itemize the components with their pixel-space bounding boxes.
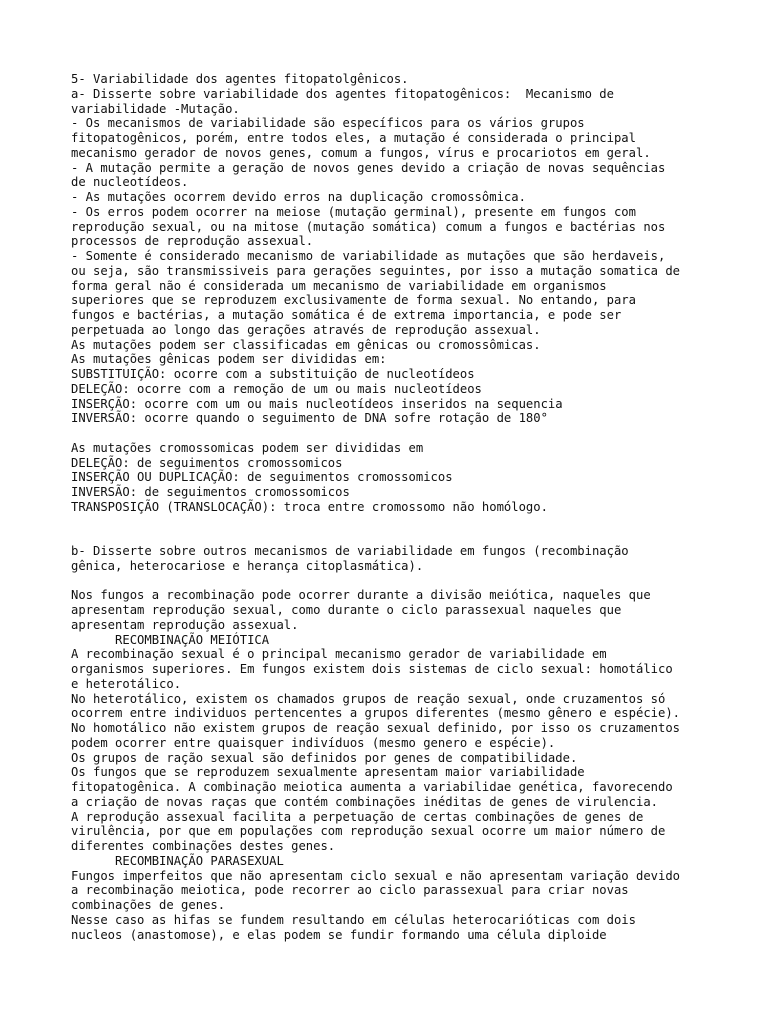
text-line: b- Disserte sobre outros mecanismos de variabilidade em fungos (recombinação	[71, 544, 629, 558]
text-line: Nos fungos a recombinação pode ocorrer durante a divisão meiótica, naqueles que	[71, 588, 651, 603]
text-line	[71, 515, 711, 530]
text-line: gênica, heterocariose e herança citoplasmática).	[71, 558, 424, 573]
text-line: TRANSPOSIÇÃO (TRANSLOCAÇÃO): troca entre cromossomo não homólogo.	[71, 499, 548, 514]
text-line: fitopatogênica. A combinação meiotica aumenta a variabilidae genética, favorecendo	[71, 780, 673, 794]
text-line: organismos superiores. Em fungos existem dois sistemas de ciclo sexual: homotálico	[71, 662, 673, 676]
text-line: DELEÇÃO: ocorre com a remoção de um ou mais nucleotídeos	[71, 381, 482, 396]
text-line: a- Disserte sobre variabilidade dos agentes fitopatogênicos: Mecanismo de	[71, 86, 614, 101]
text-line: As mutações gênicas podem ser divididas em:	[71, 352, 387, 367]
text-line: apresentam reprodução sexual, como durante o ciclo parassexual naqueles que	[71, 603, 622, 617]
text-line: e heterotálico.	[71, 676, 182, 691]
text-line: SUBSTITUIÇÃO: ocorre com a substituição de nucleotídeos	[71, 367, 475, 381]
text-line: - Somente é considerado mecanismo de variabilidade as mutações que são herdaveis,	[71, 249, 666, 263]
text-line: processos de reprodução assexual.	[71, 234, 314, 249]
text-line: diferentes combinações destes genes.	[71, 839, 336, 853]
text-line: INSERÇÃO: ocorre com um ou mais nucleotídeos inseridos na sequencia	[71, 396, 563, 411]
text-line: forma geral não é considerada um mecanismo de variabilidade em organismos	[71, 278, 607, 293]
text-line: fungos e bactérias, a mutação somática é de extrema importancia, e pode ser	[71, 308, 622, 322]
text-line: DELEÇÃO: de seguimentos cromossomicos	[71, 455, 343, 470]
text-line: nucleos (anastomose), e elas podem se fundir formando uma célula diploide	[71, 927, 607, 942]
text-line: Os fungos que se reproduzem sexualmente apresentam maior variabilidade	[71, 765, 585, 780]
text-line: variabilidade -Mutação.	[71, 101, 240, 116]
text-line	[71, 574, 711, 589]
text-line: Fungos imperfeitos que não apresentam ciclo sexual e não apresentam variação devido	[71, 868, 681, 883]
text-line: Os grupos de ração sexual são definidos por genes de compatibilidade.	[71, 750, 578, 765]
text-line: No homotálico não existem grupos de reação sexual definido, por isso os cruzamentos	[71, 721, 681, 735]
text-line: ocorrem entre individuos pertencentes a grupos diferentes (mesmo gênero e espécie).	[71, 706, 681, 721]
text-line: A reprodução assexual facilita a perpetuação de certas combinações de genes de	[71, 809, 644, 824]
text-line: INSERÇÃO OU DUPLICAÇÃO: de seguimentos cromossomicos	[71, 470, 453, 485]
document-text	[71, 72, 711, 942]
text-line: virulência, por que em populações com reprodução sexual ocorre um maior número de	[71, 824, 666, 839]
text-line: - Os erros podem ocorrer na meiose (mutação germinal), presente em fungos com	[71, 204, 636, 219]
text-line: 5- Variabilidade dos agentes fitopatolgênicos.	[71, 72, 409, 86]
text-line: As mutações cromossomicas podem ser divididas em	[71, 440, 424, 455]
text-line: As mutações podem ser classificadas em gênicas ou cromossômicas.	[71, 337, 541, 352]
text-line: - A mutação permite a geração de novos genes devido a criação de novas sequências	[71, 160, 666, 175]
text-line	[71, 426, 711, 441]
text-line: fitopatogênicos, porém, entre todos eles, a mutação é considerada o principal	[71, 131, 636, 145]
text-line: ou seja, são transmissiveis para gerações seguintes, por isso a mutação somatica de	[71, 263, 681, 278]
text-line: apresentam reprodução assexual.	[71, 617, 299, 632]
text-line: INVERSÃO: ocorre quando o seguimento de DNA sofre rotação de 180°	[71, 411, 548, 426]
text-line: reprodução sexual, ou na mitose (mutação somática) comum a fungos e bactérias nos	[71, 219, 666, 234]
text-line: superiores que se reproduzem exclusivamente de forma sexual. No entando, para	[71, 293, 636, 308]
text-line: de nucleotídeos.	[71, 175, 189, 190]
text-line: combinações de genes.	[71, 898, 226, 912]
text-line	[71, 529, 711, 544]
text-line: - Os mecanismos de variabilidade são específicos para os vários grupos	[71, 116, 585, 131]
text-line: RECOMBINAÇÃO PARASEXUAL	[71, 853, 284, 868]
text-line: No heterotálico, existem os chamados grupos de reação sexual, onde cruzamentos só	[71, 691, 666, 706]
text-line: INVERSÃO: de seguimentos cromossomicos	[71, 485, 350, 499]
text-line: a recombinação meiotica, pode recorrer ao ciclo parassexual para criar novas	[71, 883, 629, 898]
text-line: mecanismo gerador de novos genes, comum a fungos, vírus e procariotos em geral.	[71, 145, 651, 160]
text-line: Nesse caso as hifas se fundem resultando em células heterocarióticas com dois	[71, 912, 636, 927]
text-line: perpetuada ao longo das gerações através de reprodução assexual.	[71, 322, 541, 337]
text-line: a criação de novas raças que contém combinações inéditas de genes de virulencia.	[71, 794, 658, 809]
text-line: - As mutações ocorrem devido erros na duplicação cromossômica.	[71, 190, 526, 204]
text-line: A recombinação sexual é o principal mecanismo gerador de variabilidade em	[71, 647, 607, 662]
text-line: RECOMBINAÇÃO MEIÓTICA	[71, 632, 270, 647]
text-line: podem ocorrer entre quaisquer indivíduos (mesmo genero e espécie).	[71, 735, 556, 750]
